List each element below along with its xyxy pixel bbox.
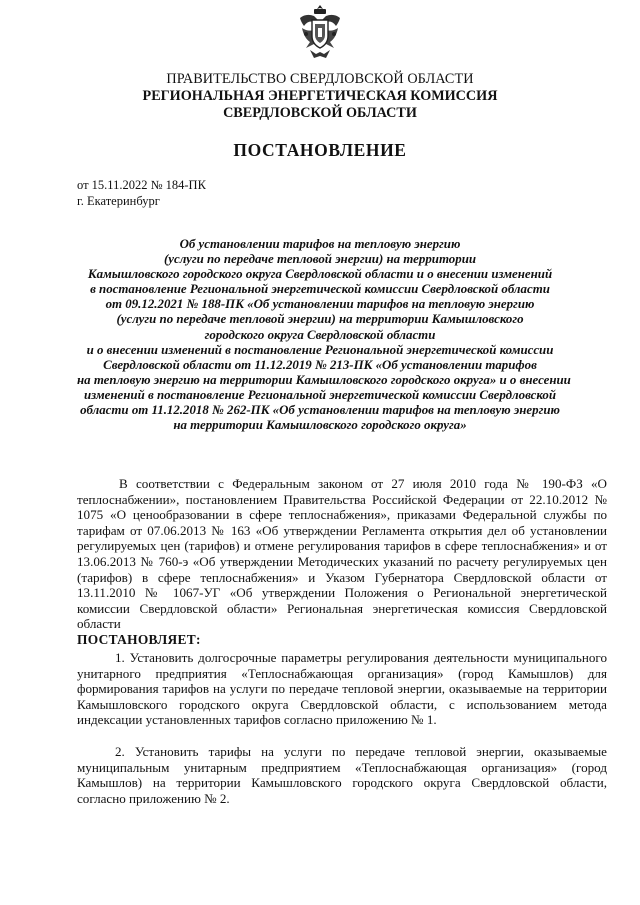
item-2-paragraph: 2. Установить тарифы на услуги по передаче тепловой энергии, оказываемые муниципальным унитарным предприятием «Теплоснабжающая организация» (город Камышлов) на территории Камышловского городского округа Свердловской области, согласно приложению № 2.: [77, 744, 607, 806]
preamble-paragraph: В соответствии с Федеральным законом от 27 июля 2010 года № 190-ФЗ «О теплоснабжении», постановлением Правительства Российской Федерации от 22.10.2012 № 1075 «О ценообразовании в сфере теплоснабжения», приказами Федеральной службы по тарифам от 07.06.2013 № 163 «Об утверждении Регламента открытия дел об установлении регулируемых цен (тарифов) и отмене регулирования тарифов в сфере теплоснабжения» и от 13.06.2013 № 760-э «Об утверждении Методических указаний по расчету регулируемых цен (тарифов) в сфере теплоснабжения» и Указом Губернатора Свердловской области от 13.11.2010 № 1067-УГ «Об утверждении Положения о Региональной энергетической комиссии Свердловской области» Региональная энергетическая комиссия Свердловской области: [77, 476, 607, 632]
subject-line: Свердловской области от 11.12.2019 № 213-ПК «Об установлении тарифов: [103, 357, 537, 372]
document-date-number: от 15.11.2022 № 184-ПК: [77, 178, 206, 192]
government-name: ПРАВИТЕЛЬСТВО СВЕРДЛОВСКОЙ ОБЛАСТИ: [166, 71, 474, 87]
subject-line: и о внесении изменений в постановление Региональной энергетической комиссии: [86, 342, 554, 357]
subject-line: изменений в постановление Региональной энергетической комиссии Свердловской: [83, 387, 557, 402]
subject-line: (услуги по передаче тепловой энергии) на территории: [163, 252, 477, 267]
subject-line: от 09.12.2021 № 188-ПК «Об установлении тарифов на тепловую энергию: [105, 297, 535, 312]
subject-line: Об установлении тарифов на тепловую энергию: [179, 237, 461, 251]
subject-line: Камышловского городского округа Свердловской области и о внесении изменений: [87, 267, 553, 282]
document-city: г. Екатеринбург: [77, 194, 160, 208]
subject-line: городского округа Свердловской области: [204, 327, 436, 342]
commission-region: СВЕРДЛОВСКОЙ ОБЛАСТИ: [223, 105, 417, 121]
decree-word: ПОСТАНОВЛЯЕТ:: [77, 632, 201, 647]
document-title: ПОСТАНОВЛЕНИЕ: [233, 140, 407, 160]
subject-line: на территории Камышловского городского округа»: [173, 418, 467, 433]
item-1-paragraph: 1. Установить долгосрочные параметры регулирования деятельности муниципального унитарного предприятия «Теплоснабжающая организация» (город Камышлов) для формирования тарифов на услуги по передаче тепловой энергии, оказываемые на территории Камышловского городского округа Свердловской области, с использованием метода индексации установленных тарифов согласно приложению № 1.: [77, 650, 607, 728]
subject-line: (услуги по передаче тепловой энергии) на территории Камышловского: [116, 312, 524, 327]
subject-line: области от 11.12.2018 № 262-ПК «Об установлении тарифов на тепловую энергию: [80, 403, 560, 418]
document-subject: [77, 237, 571, 433]
subject-line: на тепловую энергию на территории Камышловского городского округа» и о внесении: [77, 372, 571, 387]
subject-line: в постановление Региональной энергетической комиссии Свердловской области: [90, 282, 550, 297]
coat-of-arms-icon: [296, 4, 344, 60]
commission-name: РЕГИОНАЛЬНАЯ ЭНЕРГЕТИЧЕСКАЯ КОМИССИЯ: [142, 88, 498, 104]
